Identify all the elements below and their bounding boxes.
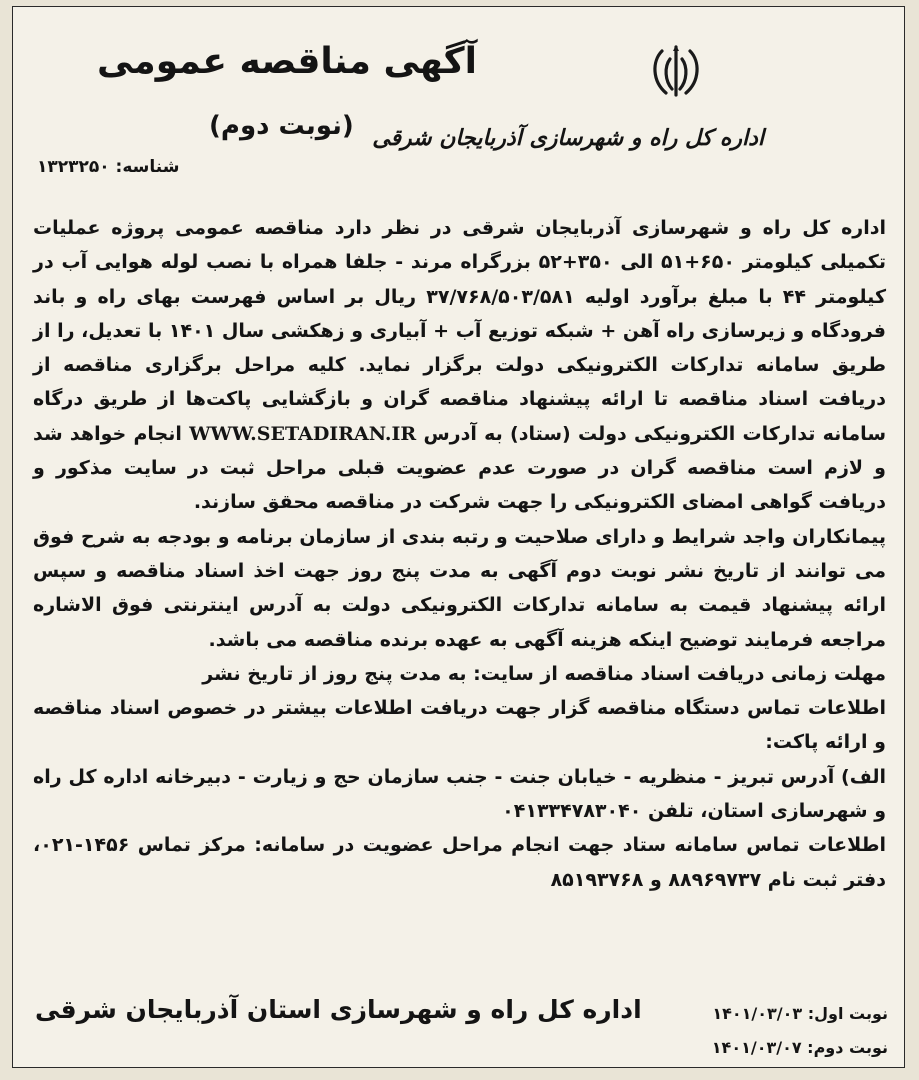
organization-name: اداره کل راه و شهرسازی آذربایجان شرقی (372, 125, 764, 151)
second-publication-date: نوبت دوم: ۱۴۰۱/۰۳/۰۷ (711, 1038, 888, 1057)
first-publication-date: نوبت اول: ۱۴۰۱/۰۳/۰۳ (712, 1004, 888, 1023)
paragraph-main-continued: انجام خواهد شد و لازم است مناقصه گران در صورت عدم عضویت قبلی مراحل ثبت در سایت مذکور و دریافت گواهی امضای الکترونیکی را جهت شرکت در مناقصه محقق سازند. (33, 422, 886, 514)
paragraph-deadline: مهلت زمانی دریافت اسناد مناقصه از سایت: به مدت پنج روز از تاریخ نشر (202, 662, 886, 685)
notice-body (33, 211, 886, 897)
paragraph-main-text: اداره کل راه و شهرسازی آذربایجان شرقی در نظر دارد مناقصه عمومی پروژه عملیات تکمیلی کیلومتر ۶۵۰+۵۱ الی ۳۵۰+۵۲ بزرگراه مرند - جلفا همراه با نصب لوله هوایی آب در کیلومتر ۴۴ با مبلغ برآورد اولیه ۳۷/۷۶۸/۵۰۳/۵۸۱ ریال بر اساس فهرست بهای راه و باند فرودگاه و زیرسازی راه آهن + شبکه توزیع آب + آبیاری و زهکشی سال ۱۴۰۱ با تعدیل، را از طریق سامانه تدارکات الکترونیکی دولت برگزار نماید. کلیه مراحل برگزاری مناقصه از دریافت اسناد مناقصه تا ارائه پیشنهاد مناقصه گران و بازگشایی پاکت‌ها از طریق درگاه سامانه تدارکات الکترونیکی دولت (ستاد) به آدرس (33, 217, 886, 445)
notice-round: (نوبت دوم) (209, 111, 354, 141)
setad-url-link[interactable]: WWW.SETADIRAN.IR (189, 422, 417, 445)
tender-notice (12, 6, 905, 1068)
paragraph-address: الف) آدرس تبریز - منظریه - خیابان جنت - جنب سازمان حج و زیارت - دبیرخانه اداره کل راه و شهرسازی استان، تلفن ۰۴۱۳۳۴۷۸۳۰۴۰ (33, 765, 886, 823)
notice-title: آگهی مناقصه عمومی (97, 41, 477, 82)
paragraph-main (33, 211, 886, 520)
iran-emblem-icon (644, 39, 708, 103)
paragraph-contractors: پیمانکاران واجد شرایط و دارای صلاحیت و رتبه بندی از سازمان برنامه و بودجه به شرح فوق می توانند از تاریخ نشر نوبت دوم آگهی به مدت پنج روز جهت اخذ اسناد مناقصه و سپس ارائه پیشنهاد قیمت به سامانه تدارکات الکترونیکی دولت به آدرس اینترنتی فوق الاشاره مراجعه فرمایند توضیح اینکه هزینه آگهی به عهده برنده مناقصه می باشد. (33, 525, 886, 651)
paragraph-contact-info: اطلاعات تماس دستگاه مناقصه گزار جهت دریافت اطلاعات بیشتر در خصوص اسناد مناقصه و ارائه پاکت: (33, 697, 886, 754)
notice-id: شناسه: ۱۳۲۳۲۵۰ (37, 157, 180, 177)
footer-organization: اداره کل راه و شهرسازی استان آذربایجان شرقی (35, 995, 642, 1024)
publication-dates (712, 997, 888, 1065)
paragraph-setad-contact: اطلاعات تماس سامانه ستاد جهت انجام مراحل عضویت در سامانه: مرکز تماس ۱۴۵۶-۰۲۱، دفتر ثبت نام ۸۸۹۶۹۷۳۷ و ۸۵۱۹۳۷۶۸ (33, 834, 886, 891)
